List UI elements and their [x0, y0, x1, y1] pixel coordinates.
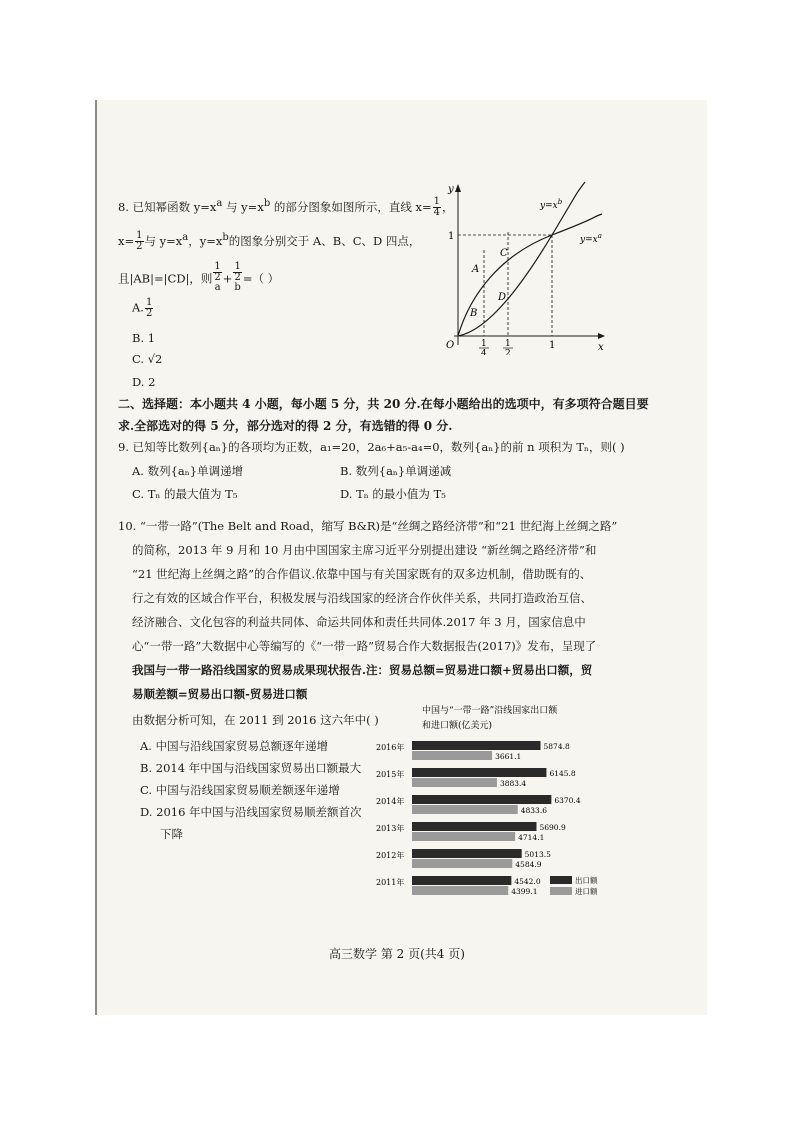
point-a-label: A — [472, 264, 480, 275]
bar-value-label: 4542.0 — [514, 877, 541, 886]
x-one-label: 1 — [549, 340, 556, 351]
export-bar — [412, 741, 541, 750]
q9-stem: 9. 已知等比数列{aₙ}的各项均为正数，a₁=20，2a₆+a₅-a₄=0，数列{aₙ}的前 n 项积为 Tₙ，则( ) — [118, 440, 625, 454]
category-label: 2015年 — [376, 770, 405, 779]
point-b-label: B — [470, 308, 478, 319]
bar-value-label: 4833.6 — [520, 806, 547, 815]
import-bar — [412, 805, 518, 814]
point-c-label: C — [500, 248, 508, 259]
q10-line-7: 我国与一带一路沿线国家的贸易成果现状报告.注：贸易总额=贸易进口额+贸易出口额，贸 — [132, 663, 593, 677]
import-bar — [412, 886, 508, 895]
q8-option-c: C. √2 — [132, 352, 163, 366]
bar-value-label: 4714.1 — [518, 833, 545, 842]
q9-option-c: C. Tₙ 的最大值为 T₅ — [132, 487, 238, 501]
fraction-one-half: $\frac{1}{2}$ — [136, 230, 143, 253]
bar-value-label: 5013.5 — [524, 850, 551, 859]
q8-option-d: D. 2 — [132, 375, 156, 389]
x-axis-arrow-icon — [598, 333, 605, 339]
q10-line-5: 经济融合、文化包容的利益共同体、命运共同体和责任共同体.2017 年 3 月，国家信息中 — [132, 615, 586, 629]
export-bar — [412, 876, 511, 885]
q10-option-d-line2: 下降 — [160, 827, 183, 841]
legend-swatch — [550, 876, 572, 884]
legend-label: 进口额 — [575, 887, 598, 896]
power-function-graph — [440, 180, 610, 355]
bar-value-label: 4399.1 — [511, 887, 538, 896]
chart-title: 中国与“一带一路”沿线国家出口额 — [422, 706, 558, 716]
legend-swatch — [550, 887, 572, 895]
y-axis-label: y — [448, 184, 454, 195]
q10-ask: 由数据分析可知，在 2011 到 2016 这六年中( ) — [132, 713, 379, 727]
trade-bar-chart — [372, 655, 612, 905]
import-bar — [412, 859, 512, 868]
point-d-label: D — [498, 292, 507, 303]
q8-line3: 且|AB|=|CD|，则 1 2 $^a$ + 1 2 $^b$ =（ ） — [118, 261, 280, 293]
quarter-num: 1 — [481, 339, 487, 349]
import-bar — [412, 832, 515, 841]
q10-line-6: 心“一带一路”大数据中心等编写的《“一带一路”贸易合作大数据报告(2017)》发布，呈现了 — [132, 639, 597, 653]
category-label: 2014年 — [376, 797, 405, 806]
q9-option-a: A. 数列{aₙ}单调递增 — [132, 464, 244, 478]
curve-b-label: $y=x^b$ — [540, 198, 563, 211]
section2-title-line2: 求.全部选对的得 5 分，部分选对的得 2 分，有选错的得 0 分. — [118, 419, 453, 433]
chart-subtitle: 和进口额(亿美元) — [422, 721, 493, 731]
export-bar — [412, 795, 551, 804]
category-label: 2013年 — [376, 824, 405, 833]
half-num: 1 — [505, 339, 511, 349]
half-den: 2 — [505, 349, 511, 355]
page-footer: 高三数学 第 2 页(共4 页) — [329, 947, 465, 961]
q8-option-b: B. 1 — [132, 331, 156, 345]
q10-line-1: 10. “一带一路”(The Belt and Road，缩写 B&R)是“丝绸之路经济带”和“21 世纪海上丝绸之路” — [118, 519, 618, 533]
legend-label: 出口额 — [575, 876, 598, 885]
fraction-one-quarter: $\frac{1}{4}$ — [433, 196, 441, 219]
q9-option-b: B. 数列{aₙ}单调递减 — [340, 464, 452, 478]
export-bar — [412, 768, 546, 777]
curve-x-a — [458, 214, 602, 336]
import-bar — [412, 778, 497, 787]
q10-option-a: A. 中国与沿线国家贸易总额逐年递增 — [140, 739, 329, 753]
bar-value-label: 6370.4 — [554, 796, 581, 805]
q9-option-d: D. Tₙ 的最小值为 T₅ — [340, 487, 446, 501]
y-one-label: 1 — [448, 231, 455, 242]
bar-value-label: 5874.8 — [543, 742, 570, 751]
y-axis-arrow-icon — [455, 184, 461, 192]
curve-a-label: $y=x^a$ — [580, 232, 602, 245]
section2-title-line1: 二、选择题：本小题共 4 小题，每小题 5 分，共 20 分.在每小题给出的选项中，有多项符合题目要 — [118, 397, 649, 411]
q8-line2: x= $\frac{1}{2}$ 与 $y=x^a$，$y=x^b$的图象分别交于 A、B、C、D 四点， — [118, 230, 421, 253]
q10-line-2: 的简称，2013 年 9 月和 10 月由中国国家主席习近平分别提出建设 “新丝绸之路经济带”和 — [132, 543, 597, 557]
export-bar — [412, 849, 522, 858]
export-bar — [412, 822, 536, 831]
bar-value-label: 4584.9 — [515, 860, 542, 869]
q10-option-b: B. 2014 年中国与沿线国家贸易出口额最大 — [140, 761, 362, 775]
q10-option-c: C. 中国与沿线国家贸易顺差额逐年递增 — [140, 783, 340, 797]
q10-line-4: 行之有效的区域合作平台，积极发展与沿线国家的经济合作伙伴关系，共同打造政治互信、 — [132, 591, 592, 605]
page-edge — [95, 100, 97, 1015]
q10-option-d-line1: D. 2016 年中国与沿线国家贸易顺差额首次 — [140, 805, 362, 819]
bars-layer — [376, 741, 598, 896]
category-label: 2016年 — [376, 743, 405, 752]
q10-line-3: “21 世纪海上丝绸之路”的合作倡议.依靠中国与有关国家既有的双多边机制，借助既有的、 — [132, 567, 592, 581]
bar-value-label: 3883.4 — [499, 779, 527, 788]
import-bar — [412, 751, 492, 760]
bar-value-label: 5690.9 — [539, 823, 566, 832]
origin-label: O — [446, 340, 455, 351]
quarter-den: 4 — [481, 349, 487, 355]
bar-value-label: 6145.8 — [549, 769, 576, 778]
q8-option-a: A. $\frac{1}{2}$ — [132, 297, 153, 319]
category-label: 2011年 — [376, 878, 405, 887]
bar-value-label: 3661.1 — [495, 752, 522, 761]
category-label: 2012年 — [376, 851, 405, 860]
x-axis-label: x — [598, 342, 604, 353]
q10-line-8: 易顺差额=贸易出口额-贸易进口额 — [132, 687, 308, 701]
q8-line1: 8. 已知幂函数 $y=x^a$ 与 $y=x^b$ 的部分图象如图所示，直线 x= $\frac{1}{4}$ ， — [118, 196, 454, 219]
